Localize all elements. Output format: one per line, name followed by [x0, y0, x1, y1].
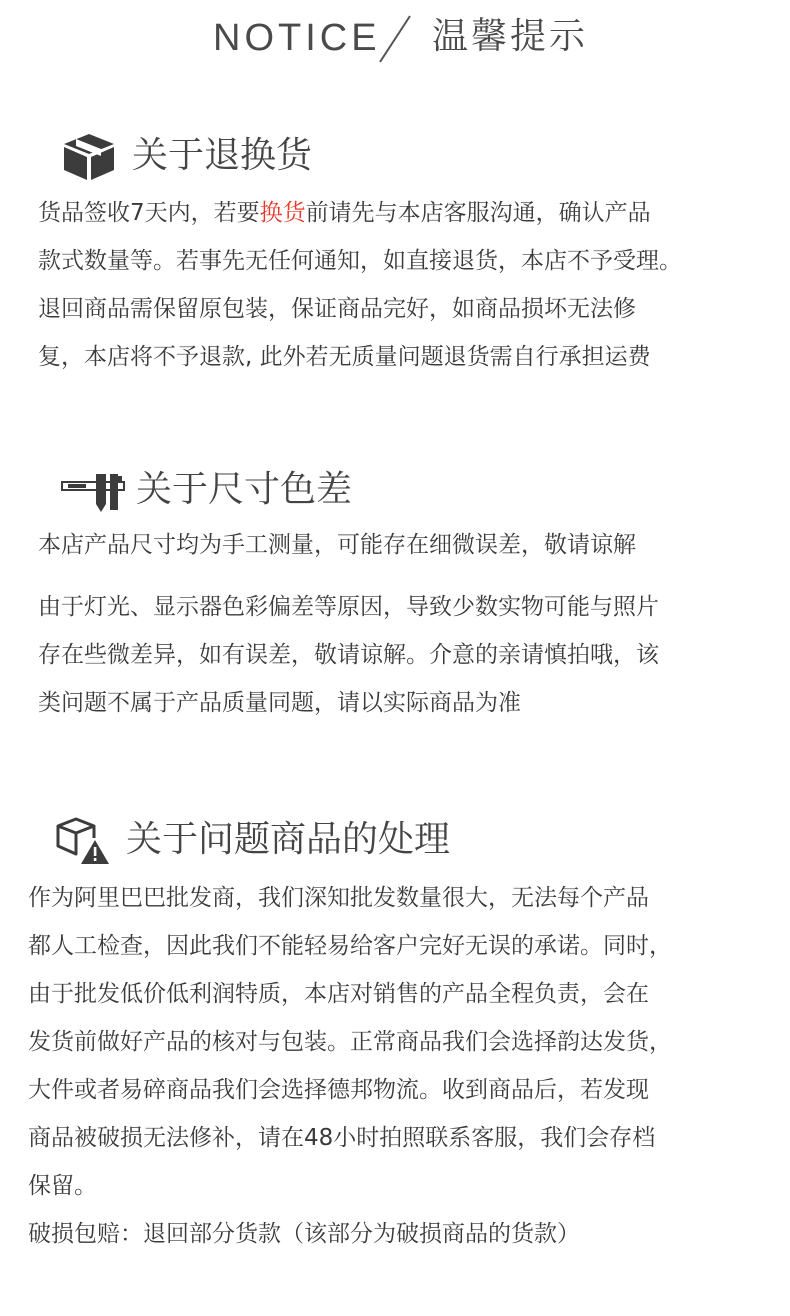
- notice-title-cn: 温馨提示: [432, 16, 589, 57]
- section-problem-heading: [54, 816, 494, 866]
- text-line: 都人工检查，因此我们不能轻易给客户完好无误的承诺。同时，: [28, 933, 672, 959]
- text-line: 由于灯光、显示器色彩偏差等原因，导致少数实物可能与照片: [38, 594, 659, 620]
- box-icon: [62, 132, 116, 182]
- section-returns-title: 关于退换货: [132, 135, 313, 176]
- text-line: 商品被破损无法修补，请在48小时拍照联系客服，我们会存档: [28, 1125, 656, 1151]
- text-line: 本店产品尺寸均为手工测量，可能存在细微误差，敬请谅解: [38, 532, 636, 558]
- text-line: 由于批发低价低利润特质，本店对销售的产品全程负责，会在: [28, 981, 649, 1007]
- notice-header: [0, 10, 790, 66]
- notice-title-en: NOTICE: [213, 17, 381, 59]
- text-line: 破损包赔：退回部分货款（该部分为破损商品的货款）: [28, 1221, 580, 1247]
- text-line: 退回商品需保留原包装，保证商品完好，如商品损坏无法修: [38, 296, 636, 322]
- section-size-title: 关于尺寸色差: [136, 469, 353, 510]
- text-line: 作为阿里巴巴批发商，我们深知批发数量很大，无法每个产品: [28, 885, 649, 911]
- caliper-icon: [60, 470, 126, 514]
- section-problem-title: 关于问题商品的处理: [126, 819, 451, 860]
- text-line: 存在些微差异，如有误差，敬请谅解。介意的亲请慎拍哦，该: [38, 642, 659, 668]
- text-line: 款式数量等。若事先无任何通知，如直接退货，本店不予受理。: [38, 248, 682, 274]
- text-line: 类问题不属于产品质量同题，请以实际商品为准: [38, 690, 521, 716]
- slash-divider: [376, 14, 414, 64]
- text-line: 大件或者易碎商品我们会选择德邦物流。收到商品后，若发现: [28, 1077, 649, 1103]
- section-size-heading: [60, 468, 390, 518]
- text-line: 货品签收7天内，若要换货前请先与本店客服沟通，确认产品: [38, 200, 651, 226]
- section-returns-heading: [62, 132, 362, 182]
- text-line: 复，本店将不予退款, 此外若无质量问题退货需自行承担运费: [38, 344, 651, 370]
- text-line: 保留。: [28, 1173, 97, 1199]
- section-problem-text: [28, 874, 672, 1258]
- highlight-exchange: 换货: [259, 200, 306, 226]
- section-size-text-b: [38, 583, 659, 727]
- text-line: 发货前做好产品的核对与包装。正常商品我们会选择韵达发货，: [28, 1029, 672, 1055]
- damaged-box-warning-icon: [54, 816, 112, 868]
- section-returns-text: [38, 189, 682, 381]
- section-size-text-a: [38, 521, 636, 569]
